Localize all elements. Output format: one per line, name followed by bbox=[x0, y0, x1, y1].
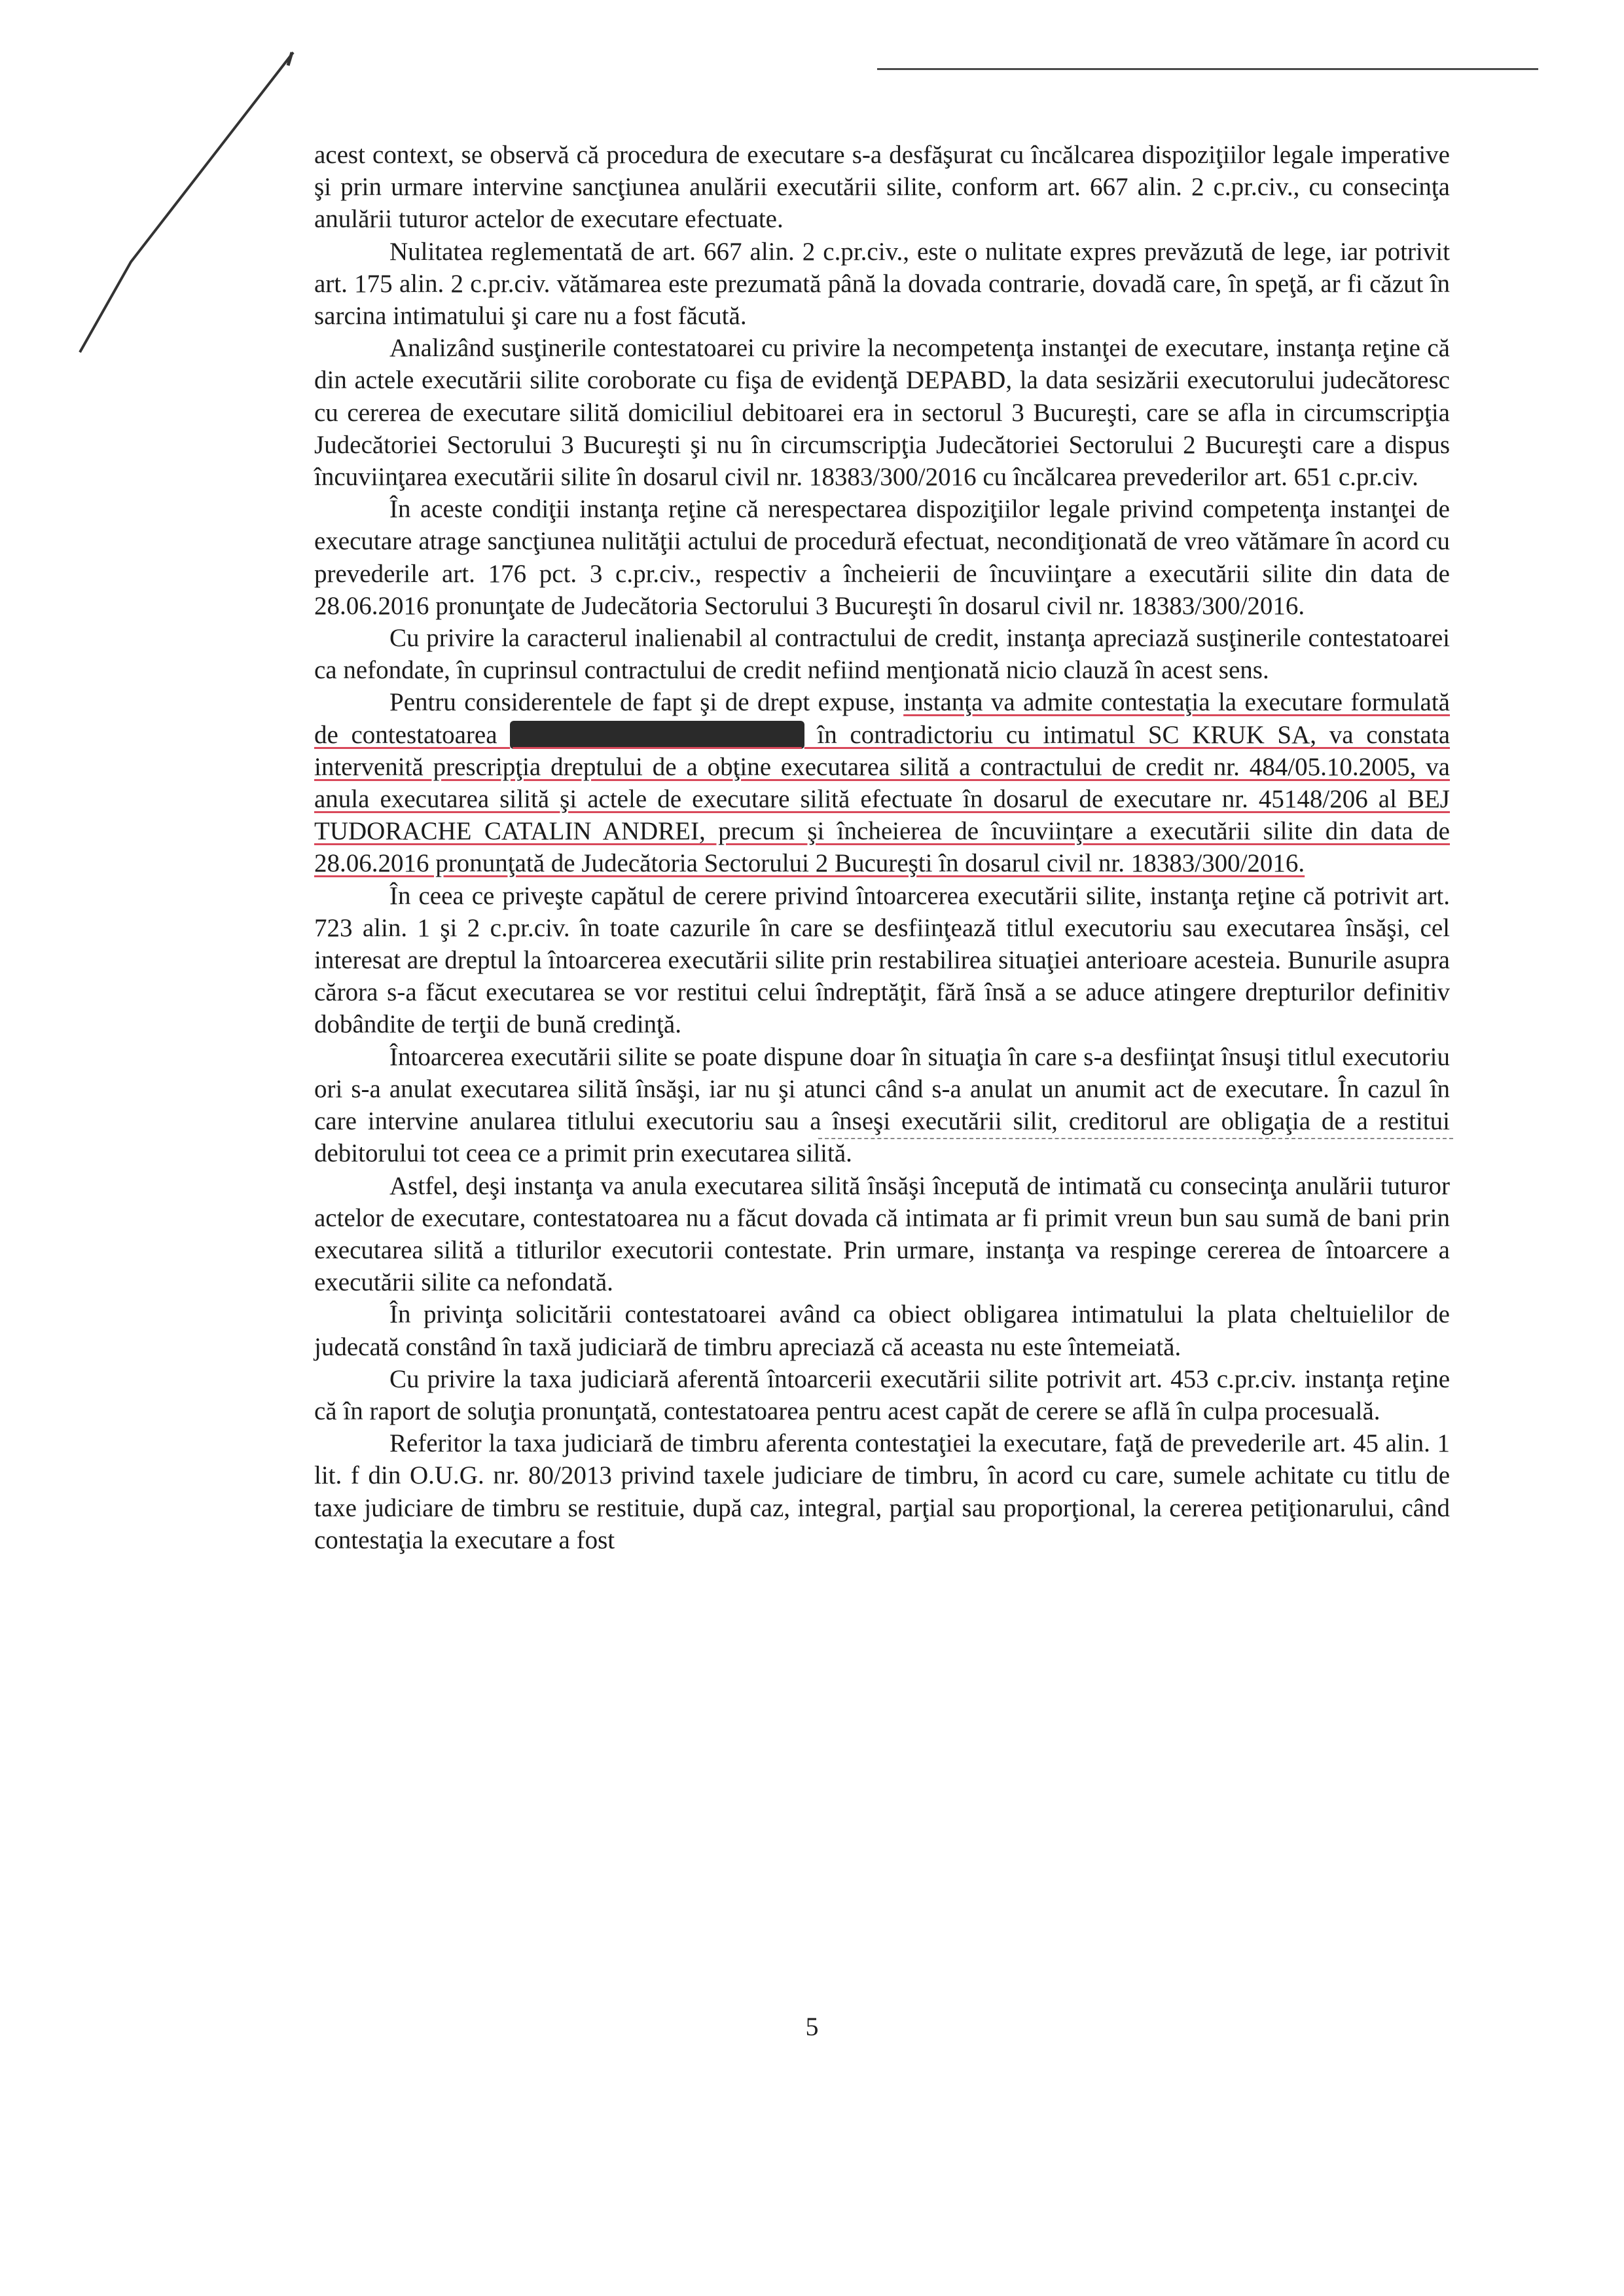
paragraph-9: Astfel, deşi instanţa va anula executarea silită însăşi începută de intimată cu consecinţa anulării tuturor actelor de executare, contestatoarea nu a făcut dovada că intimata ar fi primit vreun bun sau sumă de bani prin executarea silită a titlurilor executorii contestate. Prin urmare, instanţa va respinge cererea de întoarcere a executării silite ca nefondată. bbox=[314, 1171, 1450, 1297]
paragraph-4: În aceste condiţii instanţa reţine că nerespectarea dispoziţiilor legale privind competenţa instanţei de executare atrage sancţiunea nulităţii actului de procedură efectuat, necondiţionată de vreo vătămare în acord cu prevederile art. 176 pct. 3 c.pr.civ., respectiv a încheierii de încuviinţare a executării silite din data de 28.06.2016 pronunţate de Judecătoria Sectorului 3 Bucureşti în dosarul civil nr. 18383/300/2016. bbox=[314, 495, 1450, 620]
paragraph-6-part-b: instanţa va admite contestaţia la executare formulată de contestatoarea bbox=[314, 688, 1450, 749]
paragraph-6-underlined bbox=[314, 688, 1450, 877]
paragraph-3: Analizând susţinerile contestatoarei cu privire la necompetenţa instanţei de executare, instanţa reţine că din actele executării silite coroborate cu fişa de evidenţă DEPABD, la data sesizării executorului judecătoresc cu cererea de executare silită domiciliul debitoarei era in sectorul 3 Bucureşti, care se afla in circumscripţia Judecătoriei Sectorului 3 Bucureşti şi nu în circumscripţia Judecătoriei Sectorului 2 Bucureşti care a dispus încuviinţarea executării silite în dosarul civil nr. 18383/300/2016 cu încălcarea prevederilor art. 651 c.pr.civ. bbox=[314, 334, 1450, 492]
scan-noise-line bbox=[818, 1138, 1453, 1139]
paragraph-6-lead: Pentru considerentele de fapt şi de drept expuse, bbox=[389, 688, 904, 717]
scan-top-rule bbox=[877, 68, 1538, 70]
paragraph-6 bbox=[314, 686, 1450, 879]
page-number: 5 bbox=[805, 2012, 819, 2041]
paragraph-12: Referitor la taxa judiciară de timbru aferenta contestaţiei la executare, faţă de prevederile art. 45 alin. 1 lit. f din O.U.G. nr. 80/2013 privind taxele judiciare de timbru, în acord cu care, sumele achitate cu titlu de taxe judiciare de timbru se restituie, după caz, integral, parţial sau proporţional, la cererea petiţionarului, când contestaţia la executare a fost bbox=[314, 1429, 1450, 1554]
document-body bbox=[314, 139, 1450, 1556]
redacted-name bbox=[510, 721, 804, 749]
paragraph-10: În privinţa solicitării contestatoarei având ca obiect obligarea intimatului la plata cheltuielilor de judecată constând în taxă judiciară de timbru apreciază că aceasta nu este întemeiată. bbox=[314, 1300, 1450, 1361]
paragraph-5: Cu privire la caracterul inalienabil al contractului de credit, instanţa apreciază susţinerile contestatoarei ca nefondate, în cuprinsul contractului de credit nefiind menţionată nicio clauză în acest sens. bbox=[314, 624, 1450, 685]
paragraph-11: Cu privire la taxa judiciară aferentă întoarcerii executării silite potrivit art. 453 c.pr.civ. instanţa reţine că în raport de soluţia pronunţată, contestatoarea pentru acest capăt de cerere se află în culpa procesuală. bbox=[314, 1364, 1450, 1425]
paragraph-1: acest context, se observă că procedura de executare s-a desfăşurat cu încălcarea dispoziţiilor legale imperative şi prin urmare intervine sancţiunea anulării executării silite, conform art. 667 alin. 2 c.pr.civ., cu consecinţa anulării tuturor actelor de executare efectuate. bbox=[314, 141, 1450, 234]
paragraph-7: În ceea ce priveşte capătul de cerere privind întoarcerea executării silite, instanţa reţine că potrivit art. 723 alin. 1 şi 2 c.pr.civ. în toate cazurile în care se desfiinţează titlul executoriu sau executarea însăşi, cel interesat are dreptul la întoarcerea executării silite prin restabilirea situaţiei anterioare acesteia. Bunurile asupra cărora s-a făcut executarea se vor restitui celui îndreptăţit, fără însă a se aduce atingere drepturilor definitiv dobândite de terţii de bună credinţă. bbox=[314, 881, 1450, 1039]
paragraph-8: Întoarcerea executării silite se poate dispune doar în situaţia în care s-a desfiinţat însuşi titlul executoriu ori s-a anulat executarea silită însăşi, iar nu şi atunci când s-a anulat un anumit act de executare. În cazul în care intervine anularea titlului executoriu sau a înseşi executării silit, creditorul are obligaţia de a restitui debitorului tot ceea ce a primit prin executarea silită. bbox=[314, 1042, 1450, 1168]
paragraph-2: Nulitatea reglementată de art. 667 alin. 2 c.pr.civ., este o nulitate expres prevăzută de lege, iar potrivit art. 175 alin. 2 c.pr.civ. vătămarea este prezumată până la dovada contrarie, dovadă care, în speţă, ar fi căzut în sarcina intimatului şi care nu a fost făcută. bbox=[314, 237, 1450, 331]
paragraph-6-part-d: în contradictoriu cu intimatul SC KRUK SA, va constata intervenită prescripţia dreptului de a obţine executarea silită a contractului de credit nr. 484/05.10.2005, va anula executarea silită şi actele de executare silită efectuate în dosarul de executare nr. 45148/206 al BEJ TUDORACHE CATALIN ANDREI, precum şi încheierea de încuviinţare a executării silite din data de 28.06.2016 pronunţată de Judecătoria Sectorului 2 Bucureşti în dosarul civil nr. 18383/300/2016. bbox=[314, 720, 1450, 878]
